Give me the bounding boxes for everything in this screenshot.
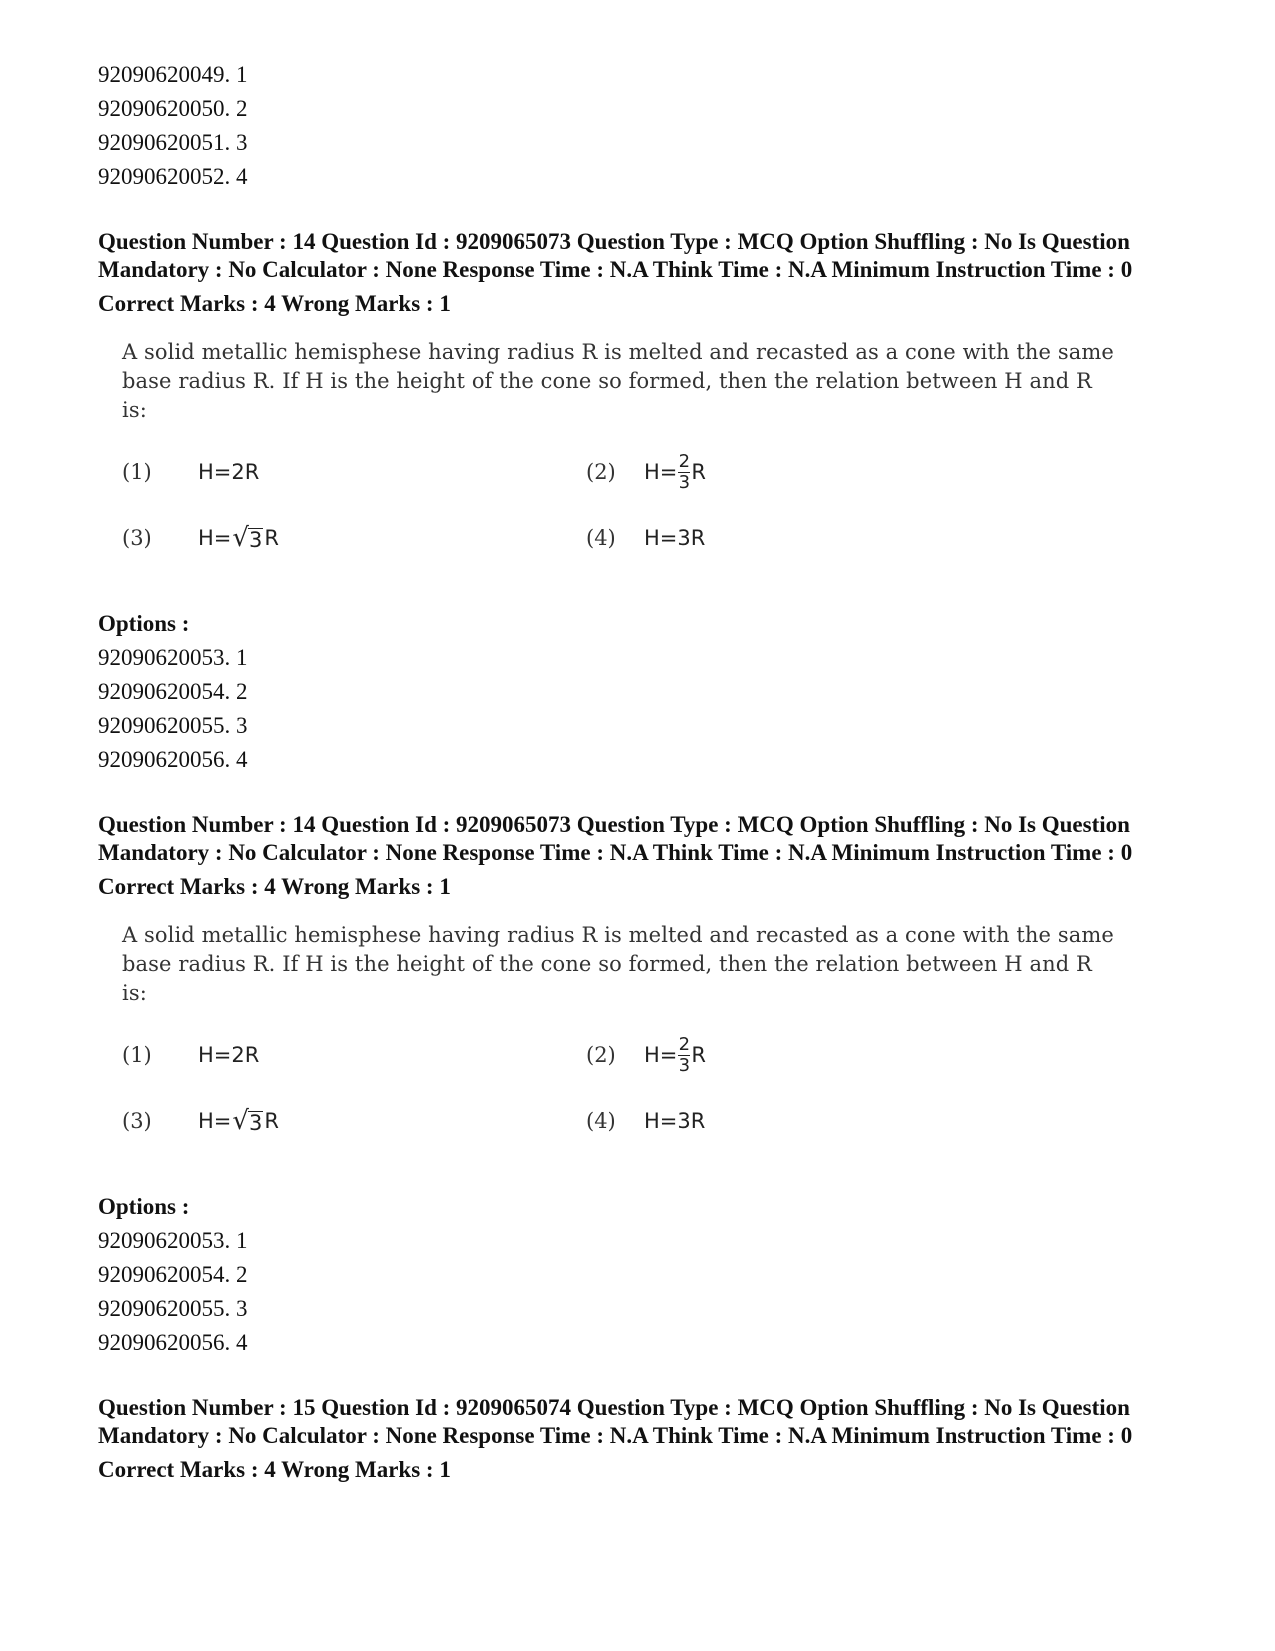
fraction-numerator: 2 <box>678 450 691 472</box>
square-root <box>232 1108 263 1134</box>
expr-prefix: H= <box>198 526 232 550</box>
choice-3 <box>122 1096 279 1146</box>
option-line: 92090620053. 1 <box>98 1228 248 1253</box>
expr-suffix: R <box>691 1043 706 1067</box>
question-block <box>98 1394 1178 1484</box>
option-line: 92090620056. 4 <box>98 747 248 772</box>
choice-expression <box>644 450 706 493</box>
question-text: A solid metallic hemisphese having radius R is melted and recasted as a cone with the same base radius R. If H is the height of the cone so formed, then the relation between H and R is: <box>122 923 1114 1005</box>
expr-suffix: R <box>264 526 279 550</box>
options-list <box>98 641 1178 777</box>
option-line: 92090620055. 3 <box>98 713 248 738</box>
answer-choices <box>122 447 1122 597</box>
question-marks: Correct Marks : 4 Wrong Marks : 1 <box>98 1457 451 1482</box>
option-line: 92090620050. 2 <box>98 96 248 121</box>
choice-number: (3) <box>122 526 152 550</box>
question-image <box>122 338 1122 597</box>
choice-expression: H=3R <box>644 526 706 550</box>
choice-expression: H=3R <box>644 1109 706 1133</box>
question-meta: Question Number : 14 Question Id : 9209065073 Question Type : MCQ Option Shuffling : No Is Question Mandatory : No Calculator : None Response Time : N.A Think Time : N.A Minimum Instruction Time : 0 <box>98 229 1133 282</box>
fraction-denominator: 3 <box>678 1054 691 1076</box>
choice-2 <box>586 1030 706 1080</box>
choice-2 <box>586 447 706 497</box>
expr-prefix: H= <box>644 460 678 484</box>
choice-number: (2) <box>586 460 616 484</box>
radical-sign: √ <box>232 1106 249 1136</box>
option-line: 92090620054. 2 <box>98 1262 248 1287</box>
question-meta: Question Number : 15 Question Id : 9209065074 Question Type : MCQ Option Shuffling : No Is Question Mandatory : No Calculator : None Response Time : N.A Think Time : N.A Minimum Instruction Time : 0 <box>98 1395 1133 1448</box>
choice-expression <box>198 525 279 551</box>
question-block <box>98 228 1178 777</box>
choice-4 <box>586 1096 705 1146</box>
question-marks: Correct Marks : 4 Wrong Marks : 1 <box>98 291 451 316</box>
square-root <box>232 525 263 551</box>
radicand: 3 <box>248 1111 263 1135</box>
choice-1 <box>122 447 259 497</box>
expr-suffix: R <box>691 460 706 484</box>
option-line: 92090620049. 1 <box>98 62 248 87</box>
question-marks: Correct Marks : 4 Wrong Marks : 1 <box>98 874 451 899</box>
options-heading: Options : <box>98 611 190 636</box>
previous-options-list <box>98 58 1178 194</box>
radicand: 3 <box>248 528 263 552</box>
choice-expression: H=2R <box>198 460 260 484</box>
expr-prefix: H= <box>644 1043 678 1067</box>
choice-4 <box>586 513 705 563</box>
option-line: 92090620051. 3 <box>98 130 248 155</box>
choice-number: (1) <box>122 1043 152 1067</box>
answer-choices <box>122 1030 1122 1180</box>
option-line: 92090620053. 1 <box>98 645 248 670</box>
choice-number: (4) <box>586 1109 616 1133</box>
question-block <box>98 811 1178 1360</box>
choice-number: (4) <box>586 526 616 550</box>
document-page <box>98 58 1178 1484</box>
expr-suffix: R <box>264 1109 279 1133</box>
choice-number: (3) <box>122 1109 152 1133</box>
expr-prefix: H= <box>198 1109 232 1133</box>
fraction-numerator: 2 <box>678 1033 691 1055</box>
option-line: 92090620052. 4 <box>98 164 248 189</box>
options-list <box>98 1224 1178 1360</box>
option-line: 92090620056. 4 <box>98 1330 248 1355</box>
choice-expression <box>644 1033 706 1076</box>
question-image <box>122 921 1122 1180</box>
fraction-denominator: 3 <box>678 471 691 493</box>
choice-3 <box>122 513 279 563</box>
choice-expression: H=2R <box>198 1043 260 1067</box>
option-line: 92090620055. 3 <box>98 1296 248 1321</box>
question-meta: Question Number : 14 Question Id : 9209065073 Question Type : MCQ Option Shuffling : No Is Question Mandatory : No Calculator : None Response Time : N.A Think Time : N.A Minimum Instruction Time : 0 <box>98 812 1133 865</box>
options-heading: Options : <box>98 1194 190 1219</box>
choice-1 <box>122 1030 259 1080</box>
option-line: 92090620054. 2 <box>98 679 248 704</box>
choice-expression <box>198 1108 279 1134</box>
radical-sign: √ <box>232 523 249 553</box>
question-text: A solid metallic hemisphese having radius R is melted and recasted as a cone with the same base radius R. If H is the height of the cone so formed, then the relation between H and R is: <box>122 340 1114 422</box>
fraction <box>678 450 691 493</box>
fraction <box>678 1033 691 1076</box>
choice-number: (2) <box>586 1043 616 1067</box>
choice-number: (1) <box>122 460 152 484</box>
